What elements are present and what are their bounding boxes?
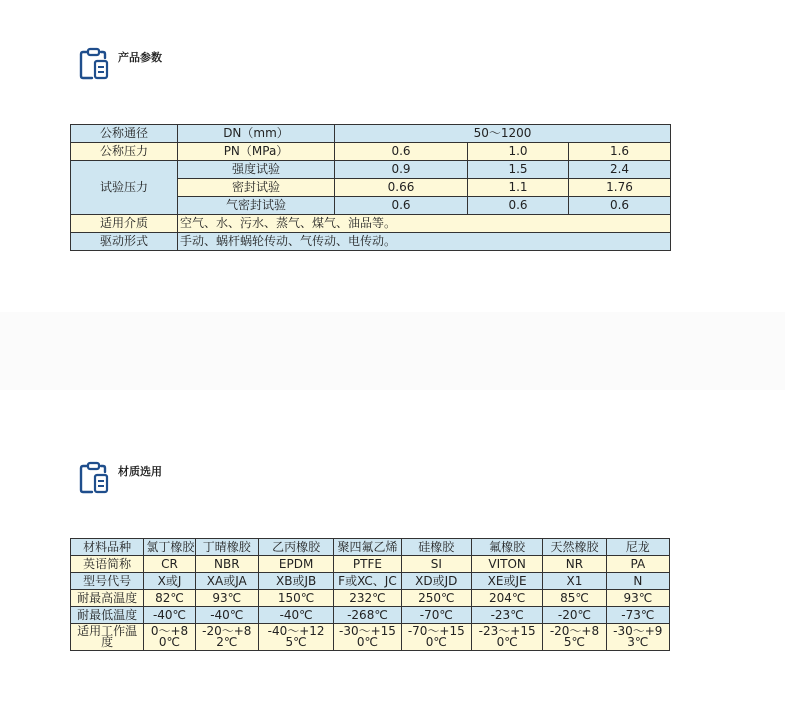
table-cell: 丁晴橡胶 <box>195 539 258 556</box>
table-cell: 适用工作温度 <box>71 624 144 651</box>
table-cell: SI <box>401 556 471 573</box>
table-cell: 强度试验 <box>178 161 335 179</box>
table-cell: 气密封试验 <box>178 197 335 215</box>
table-cell: 适用介质 <box>71 215 178 233</box>
table-cell: 型号代号 <box>71 573 144 590</box>
table-cell: 尼龙 <box>606 539 669 556</box>
table-row <box>71 607 670 624</box>
table-cell: 93℃ <box>606 590 669 607</box>
table-cell: 250℃ <box>401 590 471 607</box>
table-cell: 耐最高温度 <box>71 590 144 607</box>
table-cell: -20℃ <box>543 607 606 624</box>
table-cell: -40℃ <box>195 607 258 624</box>
table-row <box>71 573 670 590</box>
table-cell: -30～+150℃ <box>334 624 401 651</box>
table-cell: 1.76 <box>569 179 671 197</box>
table-cell: -40℃ <box>144 607 195 624</box>
table-cell: -20～+85℃ <box>543 624 606 651</box>
table-cell: 氯丁橡胶 <box>144 539 195 556</box>
table-cell: 空气、水、污水、蒸气、煤气、油品等。 <box>178 215 671 233</box>
table-cell: PN（MPa） <box>178 143 335 161</box>
table-cell: -23～+150℃ <box>471 624 542 651</box>
table-cell: 0.6 <box>335 197 468 215</box>
table-cell: 密封试验 <box>178 179 335 197</box>
table-cell: 耐最低温度 <box>71 607 144 624</box>
table-cell: F或XC、JC <box>334 573 401 590</box>
table-cell: -40℃ <box>258 607 333 624</box>
material-selection-table <box>70 538 670 651</box>
section-header-material-selection <box>78 460 162 494</box>
table-cell: PTFE <box>334 556 401 573</box>
clipboard-icon <box>78 46 110 80</box>
table-cell: 氟橡胶 <box>471 539 542 556</box>
table-cell: -30～+93℃ <box>606 624 669 651</box>
table-row <box>71 125 671 143</box>
table-row <box>71 556 670 573</box>
table-cell: CR <box>144 556 195 573</box>
table-cell: 1.5 <box>468 161 569 179</box>
table-cell: 手动、蜗杆蜗轮传动、气传动、电传动。 <box>178 233 671 251</box>
table-cell: -40～+125℃ <box>258 624 333 651</box>
table-row <box>71 539 670 556</box>
table-cell: 材料品种 <box>71 539 144 556</box>
table-cell: 硅橡胶 <box>401 539 471 556</box>
table-cell: 1.0 <box>468 143 569 161</box>
table-cell: 0.6 <box>468 197 569 215</box>
table-cell: N <box>606 573 669 590</box>
table-cell: VITON <box>471 556 542 573</box>
table-row <box>71 233 671 251</box>
table-cell: 0.9 <box>335 161 468 179</box>
table-cell: XE或JE <box>471 573 542 590</box>
table-cell: -73℃ <box>606 607 669 624</box>
table-cell: NR <box>543 556 606 573</box>
clipboard-icon <box>78 460 110 494</box>
table-cell: DN（mm） <box>178 125 335 143</box>
table-cell: -20～+82℃ <box>195 624 258 651</box>
table-row <box>71 143 671 161</box>
section-header-product-params <box>78 46 162 80</box>
table-cell: 2.4 <box>569 161 671 179</box>
table-row <box>71 161 671 179</box>
table-cell: 93℃ <box>195 590 258 607</box>
table-cell: 0.66 <box>335 179 468 197</box>
table-cell: 0～+80℃ <box>144 624 195 651</box>
table-cell: 1.1 <box>468 179 569 197</box>
section-title: 产品参数 <box>118 51 162 64</box>
table-cell: 82℃ <box>144 590 195 607</box>
table-row <box>71 624 670 651</box>
table-cell: 驱动形式 <box>71 233 178 251</box>
table-cell: X或J <box>144 573 195 590</box>
table-cell: EPDM <box>258 556 333 573</box>
table-cell: 85℃ <box>543 590 606 607</box>
table-cell: 50～1200 <box>335 125 671 143</box>
table-row <box>71 215 671 233</box>
product-params-table <box>70 124 671 251</box>
table-cell: 天然橡胶 <box>543 539 606 556</box>
table-cell: 聚四氟乙烯 <box>334 539 401 556</box>
table-cell: 公称压力 <box>71 143 178 161</box>
table-cell: XA或JA <box>195 573 258 590</box>
table-cell: XD或JD <box>401 573 471 590</box>
section-title: 材质选用 <box>118 465 162 478</box>
table-cell: 试验压力 <box>71 161 178 215</box>
table-cell: 乙丙橡胶 <box>258 539 333 556</box>
table-cell: 0.6 <box>335 143 468 161</box>
table-cell: XB或JB <box>258 573 333 590</box>
table-cell: NBR <box>195 556 258 573</box>
table-row <box>71 590 670 607</box>
table-cell: -70～+150℃ <box>401 624 471 651</box>
table-cell: -268℃ <box>334 607 401 624</box>
table-cell: X1 <box>543 573 606 590</box>
table-cell: 公称通径 <box>71 125 178 143</box>
table-cell: 232℃ <box>334 590 401 607</box>
table-cell: 150℃ <box>258 590 333 607</box>
table-cell: 0.6 <box>569 197 671 215</box>
table-cell: 英语简称 <box>71 556 144 573</box>
table-cell: PA <box>606 556 669 573</box>
table-cell: 204℃ <box>471 590 542 607</box>
divider-band <box>0 312 785 390</box>
table-cell: -23℃ <box>471 607 542 624</box>
table-cell: -70℃ <box>401 607 471 624</box>
table-cell: 1.6 <box>569 143 671 161</box>
